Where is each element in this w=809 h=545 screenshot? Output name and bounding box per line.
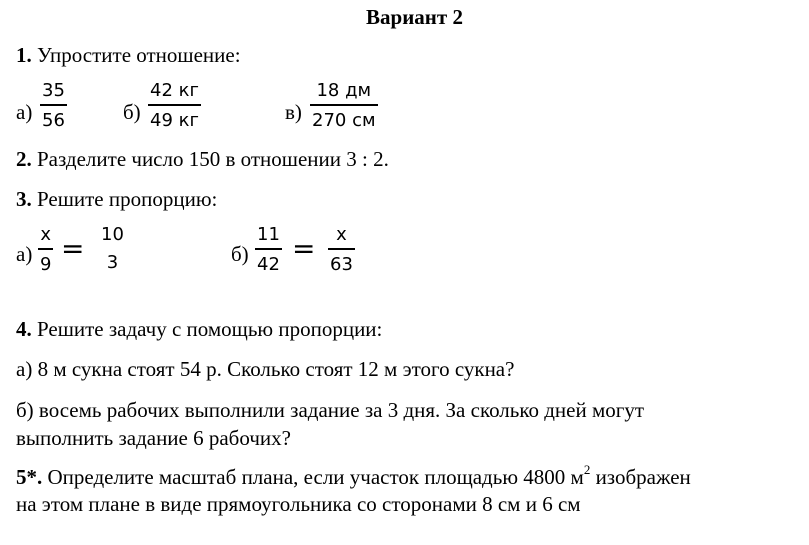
- task-text: Разделите число 150 в отношении 3 : 2.: [31, 147, 389, 171]
- numerator: 42 кг: [150, 80, 199, 101]
- option-label: б): [231, 242, 249, 266]
- denominator: 3: [106, 252, 119, 273]
- fraction: [328, 226, 355, 274]
- fraction: [148, 82, 201, 130]
- task-4-heading: [16, 317, 382, 342]
- option-label: в): [285, 100, 302, 124]
- task-4-b-line-1: б) восемь рабочих выполнили задание за 3 дня. За сколько дней могут: [16, 398, 645, 422]
- numerator: 11: [257, 224, 280, 245]
- task-number: 5*.: [16, 465, 43, 489]
- task-text: Упростите отношение:: [31, 43, 241, 67]
- task-number: 4.: [16, 317, 32, 341]
- superscript: 2: [583, 462, 591, 477]
- fraction: [99, 226, 126, 272]
- task-number: 2.: [16, 147, 32, 171]
- task-5-line-2: на этом плане в виде прямоугольника со сторонами 8 см и 6 см: [16, 492, 581, 516]
- task-text: Решите задачу с помощью пропорции:: [31, 317, 383, 341]
- task-text-continued: изображен: [590, 465, 691, 489]
- numerator: 18 дм: [316, 80, 372, 101]
- task-number: 1.: [16, 43, 32, 67]
- equals-sign: =: [292, 232, 316, 265]
- task-1-heading: [16, 43, 241, 68]
- denominator: 42: [257, 254, 280, 275]
- numerator: 10: [101, 224, 124, 245]
- task-5-line-1: [16, 464, 691, 490]
- equals-sign: =: [61, 232, 85, 265]
- option-label: б): [123, 100, 141, 124]
- option-label: а): [16, 242, 33, 266]
- fraction: [38, 226, 53, 274]
- task-text: Определите масштаб плана, если участок площадью 4800 м: [42, 465, 584, 489]
- fraction: [255, 226, 282, 274]
- denominator: 63: [330, 254, 353, 275]
- denominator: 9: [40, 254, 52, 275]
- denominator: 56: [42, 110, 65, 131]
- fraction: [310, 82, 378, 130]
- task-text: Решите пропорцию:: [31, 187, 218, 211]
- denominator: 49 кг: [150, 110, 199, 131]
- task-2: [16, 147, 389, 172]
- numerator: 35: [42, 80, 65, 101]
- denominator: 270 см: [312, 110, 376, 131]
- task-number: 3.: [16, 187, 32, 211]
- numerator: x: [336, 224, 347, 245]
- option-label: а): [16, 100, 33, 124]
- task-3-heading: [16, 187, 217, 212]
- task-4-b-line-2: выполнить задание 6 рабочих?: [16, 426, 291, 450]
- task-4-a: а) 8 м сукна стоят 54 р. Сколько стоят 12 м этого сукна?: [16, 357, 515, 381]
- numerator: x: [40, 224, 52, 245]
- fraction: [40, 82, 67, 130]
- page-title: Вариант 2: [366, 5, 463, 29]
